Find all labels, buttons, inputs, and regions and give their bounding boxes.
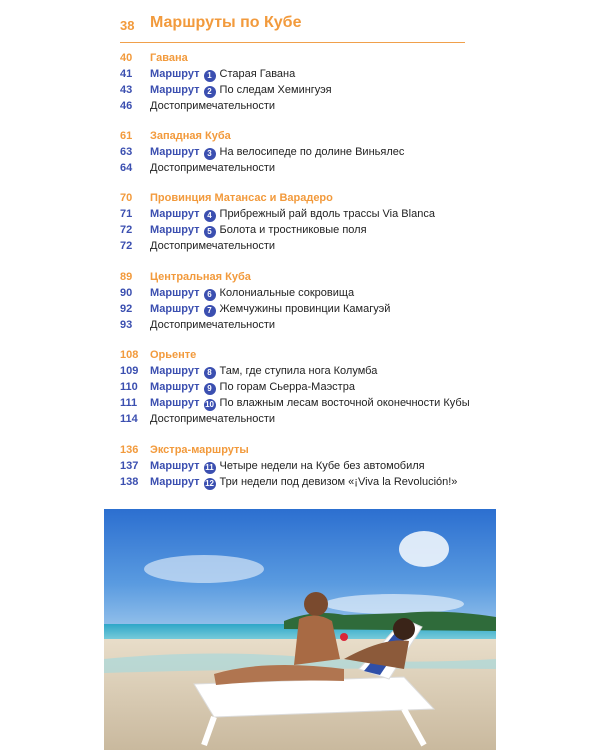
- route-number-badge: 8: [204, 367, 216, 379]
- route-title: Три недели под девизом «¡Viva la Revolución!»: [219, 476, 458, 488]
- page-number: 138: [120, 476, 139, 488]
- route-label: Маршрут: [150, 84, 200, 96]
- route-number-badge: 7: [204, 305, 216, 317]
- page-number: 90: [120, 287, 133, 299]
- route-label: Маршрут: [150, 68, 200, 80]
- page-number: 72: [120, 224, 133, 236]
- page-number: 137: [120, 460, 139, 472]
- page-number: 41: [120, 68, 133, 80]
- route-label: Маршрут: [150, 287, 200, 299]
- page-number: 89: [120, 271, 133, 283]
- entry-text: Достопримечательности: [150, 162, 276, 174]
- page-number: 110: [120, 381, 138, 393]
- page-number: 63: [120, 146, 133, 158]
- entry-text: Провинция Матансас и Варадеро: [150, 192, 333, 204]
- page-number: 93: [120, 319, 133, 331]
- entry-text: [150, 379, 355, 395]
- route-number-badge: 1: [204, 70, 216, 82]
- route-title: Там, где ступила нога Колумба: [219, 365, 378, 377]
- route-label: Маршрут: [150, 460, 200, 472]
- route-label: Маршрут: [150, 224, 200, 236]
- entry-text: Достопримечательности: [150, 413, 276, 425]
- route-label: Маршрут: [150, 381, 200, 393]
- entry-text: [150, 474, 457, 490]
- page-number: 61: [120, 130, 133, 142]
- route-title: По влажным лесам восточной оконечности Кубы: [219, 397, 470, 409]
- page-number: 64: [120, 162, 133, 174]
- entry-text: Достопримечательности: [150, 100, 276, 112]
- beach-couple-image: [104, 509, 496, 750]
- route-label: Маршрут: [150, 365, 200, 377]
- route-number-badge: 12: [205, 479, 214, 488]
- entry-text: Западная Куба: [150, 130, 231, 142]
- page-number: 136: [120, 444, 139, 456]
- route-title: Жемчужины провинции Камагуэй: [219, 303, 391, 315]
- entry-text: Достопримечательности: [150, 319, 276, 331]
- route-number-badge: 3: [204, 148, 216, 160]
- route-label: Маршрут: [150, 476, 200, 488]
- entry-text: Экстра-маршруты: [150, 444, 249, 456]
- route-number-badge: 9: [204, 383, 216, 395]
- entry-text: Достопримечательности: [150, 240, 276, 252]
- route-label: Маршрут: [150, 303, 200, 315]
- entry-text: [150, 363, 377, 379]
- page-number: 72: [120, 240, 133, 252]
- route-number-badge: 6: [204, 289, 216, 301]
- route-number-badge: 10: [205, 400, 214, 409]
- entry-text: [150, 458, 425, 474]
- route-label: Маршрут: [150, 146, 200, 158]
- page-number: 111: [120, 397, 138, 409]
- entry-text: Орьенте: [150, 349, 197, 361]
- entry-text: [150, 301, 390, 317]
- route-number-badge: 5: [204, 226, 216, 238]
- toc-header: [120, 12, 465, 43]
- entry-text: [150, 285, 354, 301]
- entry-text: [150, 222, 367, 238]
- page-number: 109: [120, 365, 139, 377]
- entry-text: [150, 395, 470, 411]
- page-number: 40: [120, 52, 133, 64]
- route-number-badge: 4: [204, 210, 216, 222]
- page-number: 46: [120, 100, 133, 112]
- entry-text: Гавана: [150, 52, 188, 64]
- route-number-badge: 2: [204, 86, 216, 98]
- page-number: 108: [120, 349, 139, 361]
- header-page-number: 38: [120, 18, 135, 33]
- route-title: По горам Сьерра-Маэстра: [219, 381, 355, 393]
- route-title: На велосипеде по долине Виньялес: [219, 146, 405, 158]
- route-title: Четыре недели на Кубе без автомобиля: [219, 460, 425, 472]
- route-title: Колониальные сокровища: [219, 287, 355, 299]
- route-title: Прибрежный рай вдоль трассы Via Blanca: [219, 208, 435, 220]
- beach-photo: [104, 509, 496, 750]
- entry-text: [150, 144, 404, 160]
- route-label: Маршрут: [150, 397, 200, 409]
- entry-text: [150, 206, 435, 222]
- page-number: 71: [120, 208, 133, 220]
- entry-text: [150, 66, 295, 82]
- route-title: По следам Хемингуэя: [219, 84, 332, 96]
- page-number: 114: [120, 413, 138, 425]
- page-number: 43: [120, 84, 133, 96]
- route-title: Старая Гавана: [219, 68, 296, 80]
- entry-text: Центральная Куба: [150, 271, 251, 283]
- route-label: Маршрут: [150, 208, 200, 220]
- route-number-badge: 11: [205, 463, 214, 472]
- page-number: 70: [120, 192, 133, 204]
- page-number: 92: [120, 303, 133, 315]
- route-title: Болота и тростниковые поля: [219, 224, 367, 236]
- page-title: Маршруты по Кубе: [150, 14, 302, 31]
- entry-text: [150, 82, 332, 98]
